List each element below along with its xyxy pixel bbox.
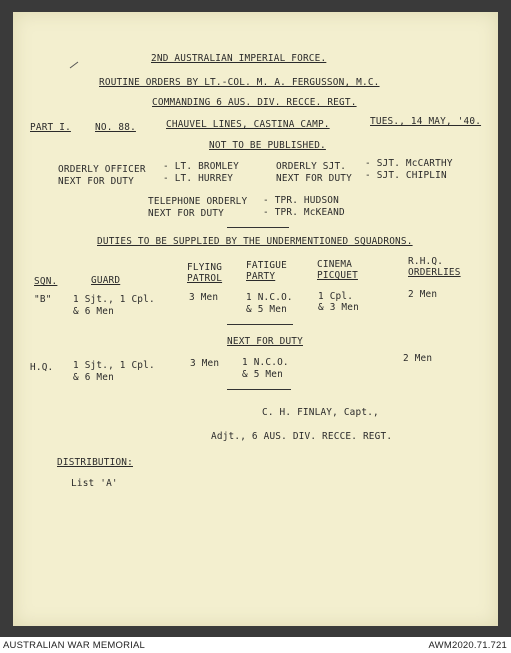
col-header-sqn: SQN. — [34, 276, 58, 287]
col-header-guard: GUARD — [91, 275, 121, 286]
order-date: TUES., 14 MAY, '40. — [370, 116, 482, 127]
roster-right-name-2: - SJT. CHIPLIN — [365, 170, 447, 181]
pencil-mark-icon — [69, 61, 79, 69]
distribution-heading: DISTRIBUTION: — [57, 457, 133, 468]
commanding-title: COMMANDING 6 AUS. DIV. RECCE. REGT. — [152, 97, 357, 108]
force-title: 2ND AUSTRALIAN IMPERIAL FORCE. — [151, 53, 327, 64]
order-location: CHAUVEL LINES, CASTINA CAMP. — [166, 119, 330, 130]
signature-title: Adjt., 6 AUS. DIV. RECCE. REGT. — [211, 431, 393, 442]
row-b-rhq: 2 Men — [408, 289, 438, 300]
divider-1 — [227, 227, 289, 228]
row-hq-rhq: 2 Men — [403, 353, 433, 364]
col-header-party: PARTY — [246, 271, 276, 282]
row-hq-guard-2: & 6 Men — [73, 372, 114, 383]
row-hq-sqn: H.Q. — [30, 362, 54, 373]
divider-3 — [227, 389, 291, 390]
roster-right-role-2: NEXT FOR DUTY — [276, 173, 352, 184]
footer-accession: AWM2020.71.721 — [428, 640, 507, 651]
document-page — [13, 12, 498, 626]
archive-footer — [0, 637, 511, 653]
order-number: NO. 88. — [95, 122, 136, 133]
not-published-heading: NOT TO BE PUBLISHED. — [209, 140, 326, 151]
telephone-role-2: NEXT FOR DUTY — [148, 208, 224, 219]
routine-orders-title: ROUTINE ORDERS BY LT.-COL. M. A. FERGUSSON, M.C. — [99, 77, 380, 88]
part-label: PART I. — [30, 122, 71, 133]
row-b-fatigue-1: 1 N.C.O. — [246, 292, 293, 303]
col-header-orderlies: ORDERLIES — [408, 267, 461, 278]
col-header-flying: FLYING — [187, 262, 223, 273]
row-hq-fatigue-1: 1 N.C.O. — [242, 357, 289, 368]
roster-left-name-1: - LT. BROMLEY — [163, 161, 239, 172]
roster-left-role-2: NEXT FOR DUTY — [58, 176, 134, 187]
row-hq-flying: 3 Men — [190, 358, 220, 369]
row-b-sqn: "B" — [34, 294, 52, 305]
col-header-rhq: R.H.Q. — [408, 256, 444, 267]
signature-name: C. H. FINLAY, Capt., — [262, 407, 379, 418]
divider-2 — [227, 324, 293, 325]
footer-institution: AUSTRALIAN WAR MEMORIAL — [3, 640, 146, 651]
col-header-picquet: PICQUET — [317, 270, 358, 281]
duties-heading: DUTIES TO BE SUPPLIED BY THE UNDERMENTIONED SQUADRONS. — [97, 236, 413, 247]
next-for-duty-heading: NEXT FOR DUTY — [227, 336, 303, 347]
row-hq-fatigue-2: & 5 Men — [242, 369, 283, 380]
col-header-fatigue: FATIGUE — [246, 260, 287, 271]
telephone-name-1: - TPR. HUDSON — [263, 195, 339, 206]
row-hq-guard-1: 1 Sjt., 1 Cpl. — [73, 360, 155, 371]
row-b-guard-2: & 6 Men — [73, 306, 114, 317]
row-b-fatigue-2: & 5 Men — [246, 304, 287, 315]
roster-left-role-1: ORDERLY OFFICER — [58, 164, 146, 175]
roster-left-name-2: - LT. HURREY — [163, 173, 234, 184]
telephone-name-2: - TPR. McKEAND — [263, 207, 345, 218]
roster-right-name-1: - SJT. McCARTHY — [365, 158, 453, 169]
distribution-list: List 'A' — [71, 478, 118, 489]
row-b-flying: 3 Men — [189, 292, 219, 303]
roster-right-role-1: ORDERLY SJT. — [276, 161, 347, 172]
col-header-patrol: PATROL — [187, 273, 223, 284]
row-b-cinema-1: 1 Cpl. — [318, 291, 354, 302]
row-b-cinema-2: & 3 Men — [318, 302, 359, 313]
telephone-role-1: TELEPHONE ORDERLY — [148, 196, 248, 207]
col-header-cinema: CINEMA — [317, 259, 353, 270]
row-b-guard-1: 1 Sjt., 1 Cpl. — [73, 294, 155, 305]
